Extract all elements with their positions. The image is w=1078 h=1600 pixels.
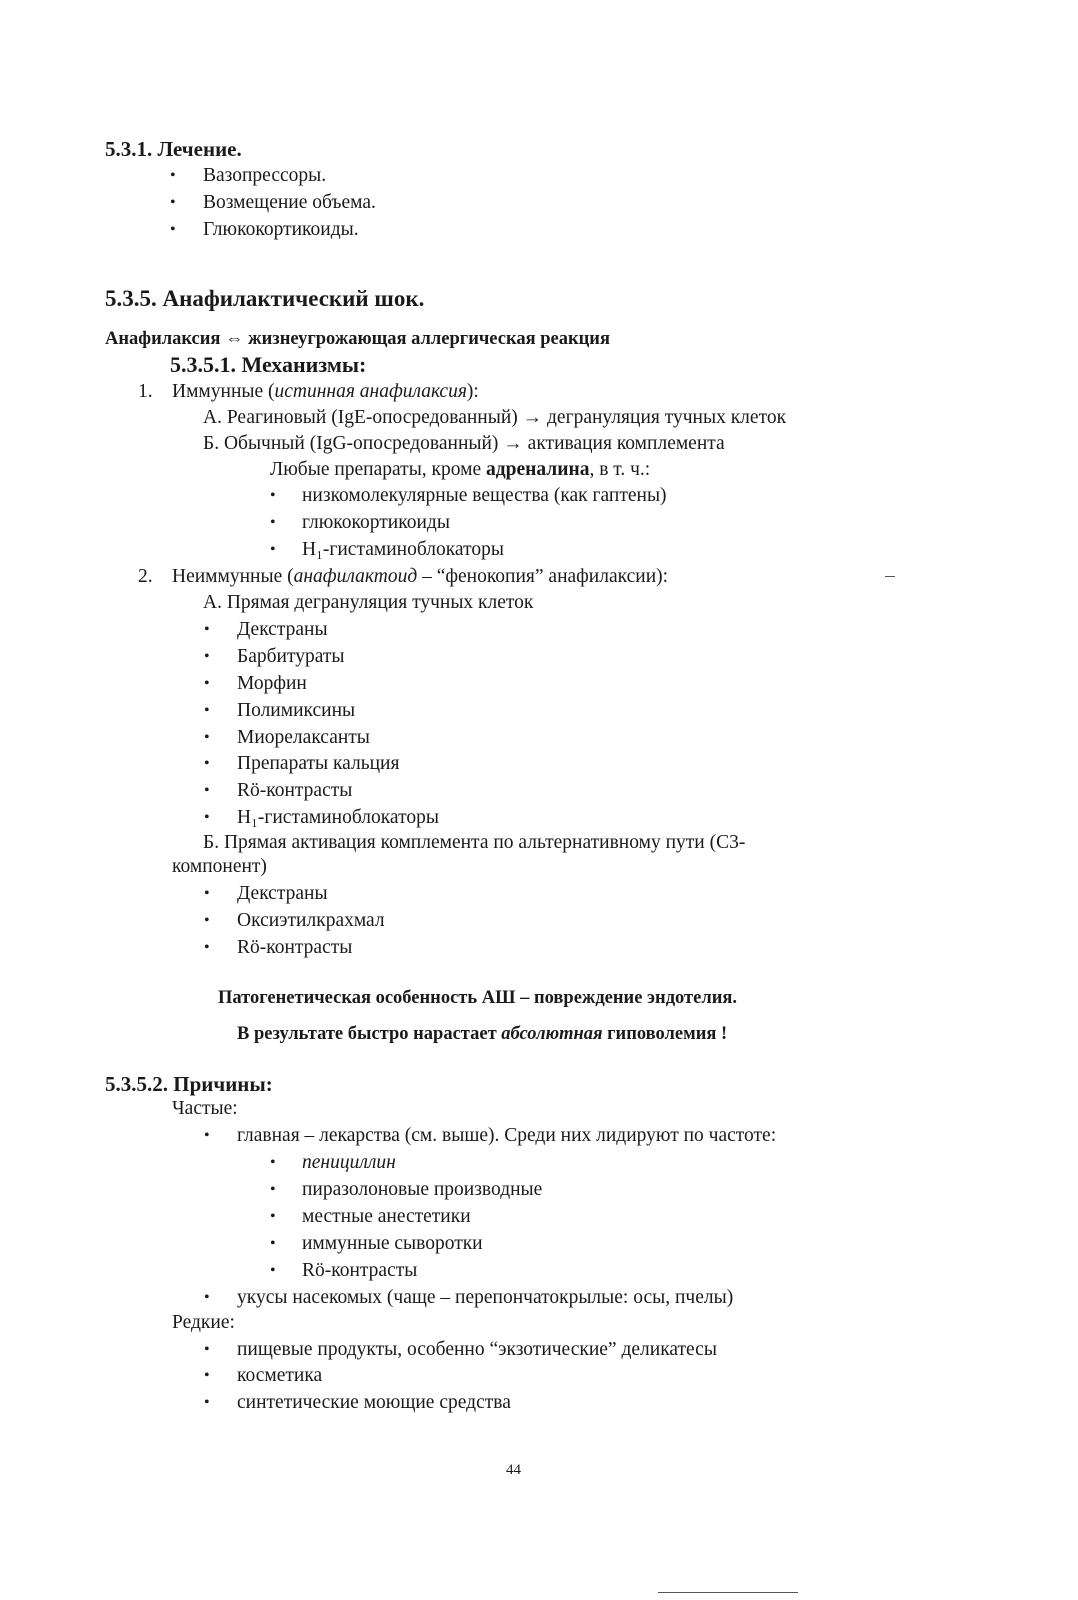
list-item: H₁-гистаминоблокаторы [237,807,439,828]
list-item: пенициллин [302,1152,396,1173]
list-item: низкомолекулярные вещества (как гаптены) [302,485,667,506]
bullet-icon: • [204,912,210,929]
hypovolemia-note: В результате быстро нарастает абсолютная гиповолемия ! [237,1024,728,1044]
bullet-icon: • [204,648,210,665]
bullet-icon: • [204,939,210,956]
list-item: Rö-контрасты [237,937,353,958]
bullet-icon: • [204,675,210,692]
immune-reaginic-line: А. Реагиновый (IgE-опосредованный) → дегрануляция тучных клеток [203,407,787,428]
list-item: иммунные сыворотки [302,1233,483,1254]
bullet-icon: • [204,782,210,799]
main-cause-line: главная – лекарства (см. выше). Среди них лидируют по частоте: [237,1125,777,1146]
page-number: 44 [506,1462,521,1478]
bullet-icon: • [204,1367,210,1384]
bullet-icon: • [270,541,276,558]
section-heading-treatment: 5.3.1. Лечение. [105,137,242,161]
bullet-icon: • [170,167,176,184]
complement-activation-line-cont: компонент) [172,856,267,877]
frequent-label: Частые: [172,1098,238,1119]
list-item: Декстраны [237,619,328,640]
bullet-icon: • [270,1262,276,1279]
complement-activation-line: Б. Прямая активация комплемента по альтернативному пути (С3- [203,832,746,853]
bullet-icon: • [170,221,176,238]
bullet-icon: • [204,1341,210,1358]
bullet-icon: • [204,809,210,826]
subsection-heading-causes: 5.3.5.2. Причины: [105,1072,273,1096]
subsection-heading-mechanisms: 5.3.5.1. Механизмы: [170,352,367,377]
list-number: 2. [138,566,153,587]
list-item: глюкокортикоиды [302,512,450,533]
list-item: Барбитураты [237,646,345,667]
section-heading-anaphylactic-shock: 5.3.5. Анафилактический шок. [105,286,425,311]
bullet-icon: • [204,702,210,719]
bullet-icon: • [204,1127,210,1144]
list-item: Препараты кальция [237,753,400,774]
nonimmune-mechanism-label: Неиммунные (анафилактоид – “фенокопия” анафилаксии): [172,566,669,587]
bullet-icon: • [204,885,210,902]
margin-mark [885,576,895,577]
list-item: Миорелаксанты [237,727,370,748]
insect-bites-line: укусы насекомых (чаще – перепончатокрылые: осы, пчелы) [237,1287,734,1308]
list-number: 1. [138,381,153,402]
direct-degranulation-line: А. Прямая дегрануляция тучных клеток [203,592,534,613]
immune-mechanism-label: Иммунные (истинная анафилаксия): [172,381,479,402]
list-item: местные анестетики [302,1206,471,1227]
bullet-icon: • [270,1208,276,1225]
bullet-icon: • [204,755,210,772]
list-item: Полимиксины [237,700,356,721]
bullet-icon: • [270,514,276,531]
list-item: пищевые продукты, особенно “экзотические” деликатесы [237,1339,717,1360]
list-item: Rö-контрасты [302,1260,418,1281]
list-item: пиразолоновые производные [302,1179,543,1200]
bullet-icon: • [204,1289,210,1306]
drugs-intro: Любые препараты, кроме адреналина, в т. ч.: [270,459,651,480]
rare-label: Редкие: [172,1312,235,1333]
bullet-icon: • [204,1394,210,1411]
bullet-icon: • [270,487,276,504]
list-item: Глюкокортикоиды. [203,219,359,240]
anaphylaxis-definition: Анафилаксия ⇔ жизнеугрожающая аллергическая реакция [105,329,610,349]
bullet-icon: • [270,1181,276,1198]
bullet-icon: • [204,729,210,746]
list-item: Вазопрессоры. [203,165,327,186]
list-item: синтетические моющие средства [237,1392,511,1413]
list-item: H₁-гистаминоблокаторы [302,539,504,560]
bullet-icon: • [270,1235,276,1252]
list-item: косметика [237,1365,323,1386]
list-item: Оксиэтилкрахмал [237,910,385,931]
pathogenesis-note: Патогенетическая особенность АШ – повреждение эндотелия. [218,988,738,1008]
immune-ordinary-line: Б. Обычный (IgG-опосредованный) → активация комплемента [203,433,725,454]
bullet-icon: • [204,621,210,638]
list-item: Rö-контрасты [237,780,353,801]
footer-rule [658,1592,798,1593]
list-item: Морфин [237,673,307,694]
list-item: Возмещение объема. [203,192,376,213]
bullet-icon: • [170,194,176,211]
list-item: Декстраны [237,883,328,904]
bullet-icon: • [270,1154,276,1171]
